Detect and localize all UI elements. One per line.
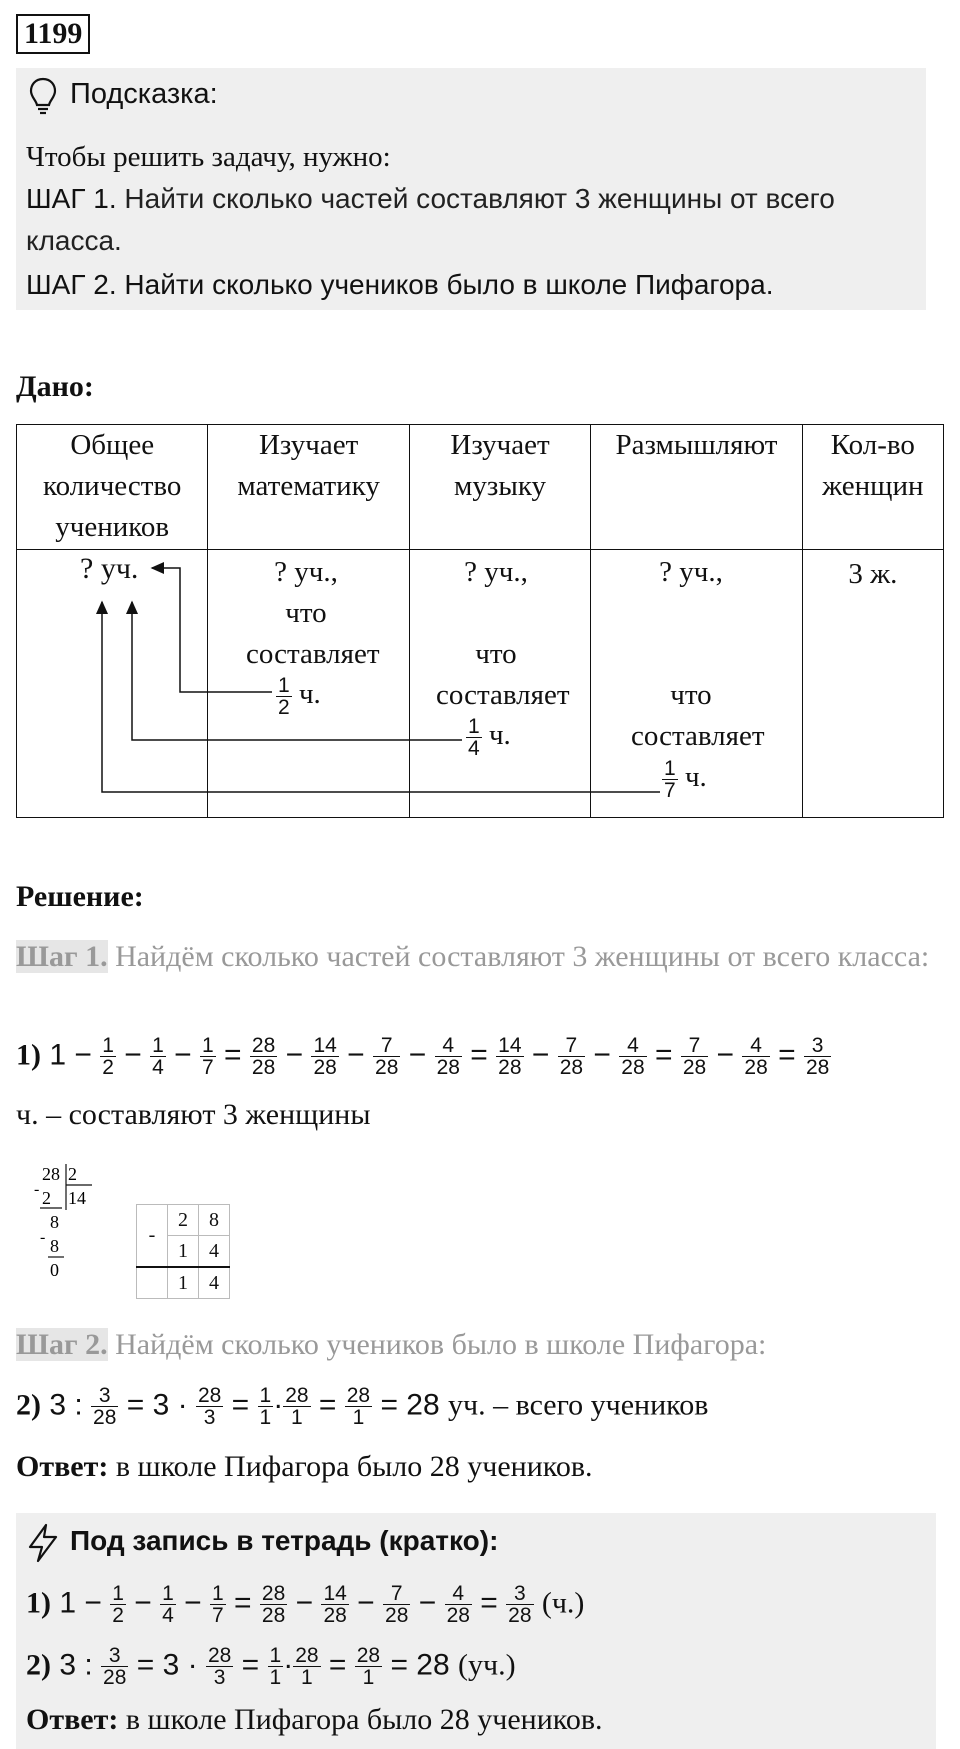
nb-answer-text: в школе Пифагора было 28 учеников. (125, 1703, 603, 1736)
col-r2-0: 1 (168, 1236, 199, 1268)
col-r3-0: 1 (168, 1267, 199, 1299)
hint-step2-text: Найти сколько учеников было в школе Пифагора. (124, 269, 774, 300)
col-r1-1: 8 (199, 1205, 230, 1236)
math-frac-d: 2 (278, 696, 290, 719)
div-r1: 8 (50, 1212, 59, 1232)
answer-label: Ответ: (16, 1450, 109, 1483)
div-divisor: 2 (68, 1164, 77, 1184)
hint-title: Подсказка: (70, 78, 218, 110)
svg-text:-: - (34, 1181, 40, 1198)
header-math: Изучает математику (208, 425, 409, 550)
col-r3-1: 4 (199, 1267, 230, 1299)
eq1-label: 1) (16, 1038, 41, 1072)
math-unit: ч. (298, 678, 321, 711)
eq2-label: 2) (16, 1388, 41, 1422)
answer-text: в школе Пифагора было 28 учеников. (115, 1450, 593, 1483)
long-division (30, 1160, 100, 1300)
nb-eq1-label: 1) (26, 1586, 51, 1620)
hint-step2-label: ШАГ 2. (26, 269, 117, 300)
col-r1-0: 2 (168, 1205, 199, 1236)
nb-eq2-label: 2) (26, 1648, 51, 1682)
notebook-title: Под запись в тетрадь (кратко): (70, 1525, 499, 1556)
arrow-math (152, 568, 272, 692)
music-count: ? уч., (464, 556, 528, 588)
col-r2-1: 4 (199, 1236, 230, 1268)
equation-1: 1) 1 − $\frac{1}{2}$ − $\frac{1}{4}$ − $\frac{1}{7}$ = $\frac{28}{28}$ − $\frac{14}{28}$ − $\frac{7}{28}$ − $\frac{4}{28}$ = $\frac{14}{28}$ − $\frac{7}{28}$ − $\frac{4}{28}$ = $\frac{7}{28}$ − $\frac{4}{28}$ = $\frac{3}{28}$ (16, 1034, 830, 1079)
div-s2: 8 (50, 1236, 59, 1256)
total-value: ? уч. (80, 552, 139, 585)
lightning-icon (26, 1523, 60, 1563)
div-quotient: 14 (68, 1188, 86, 1208)
task-number: 1199 (16, 14, 90, 54)
notebook-box (16, 1513, 936, 1749)
nb-eq1-unit: (ч.) (541, 1586, 585, 1620)
math-what: что составляет (246, 597, 380, 670)
nb-answer-label: Ответ: (26, 1703, 119, 1736)
solution-heading: Решение: (16, 880, 144, 913)
div-dividend: 28 (42, 1164, 60, 1184)
step2-label: Шаг 2. (16, 1328, 108, 1361)
column-subtraction (136, 1204, 230, 1299)
notebook-answer (26, 1703, 603, 1737)
think-frac-d: 7 (664, 779, 676, 802)
answer-line (16, 1450, 593, 1484)
arrow-music (132, 602, 462, 740)
header-women: Кол-во женщин (802, 425, 943, 550)
hint-step1-text: Найти сколько частей составляют 3 женщины от всего класса. (26, 183, 835, 256)
eq1-tail: ч. – составляют 3 женщины (16, 1098, 371, 1131)
think-frac-n: 1 (664, 757, 676, 780)
header-total: Общее количество учеников (17, 425, 208, 550)
arrows-diagram (0, 0, 960, 820)
div-r2: 0 (50, 1260, 59, 1280)
step2-line (16, 1328, 766, 1362)
arrow-think (102, 602, 660, 792)
header-music: Изучает музыку (409, 425, 590, 550)
step1-label: Шаг 1. (16, 940, 108, 973)
div-s1: 2 (42, 1188, 51, 1208)
think-unit: ч. (684, 761, 707, 794)
eq2-tail: уч. – всего учеников (448, 1388, 709, 1422)
nb-eq2-unit: (уч.) (458, 1648, 516, 1682)
hint-intro: Чтобы решить задачу, нужно: (26, 141, 391, 173)
given-heading: Дано: (16, 370, 94, 403)
col-minus: - (137, 1205, 168, 1268)
women-value: 3 ж. (848, 558, 898, 590)
music-unit: ч. (488, 719, 511, 752)
music-frac-d: 4 (468, 737, 480, 760)
step1-line (16, 936, 946, 978)
step2-text: Найдём сколько учеников было в школе Пифагора: (115, 1328, 767, 1361)
step1-text: Найдём сколько частей составляют 3 женщины от всего класса: (115, 940, 930, 973)
hint-step1-label: ШАГ 1. (26, 183, 117, 214)
music-what: что составляет (436, 638, 570, 711)
equation-2: 2) 3 : $\frac{3}{28}$ = 3 · $\frac{28}{3}$ = $\frac{1}{1}$ · $\frac{28}{1}$ = $\frac{28}{1}$ = 28 уч. – всего учеников (16, 1384, 709, 1429)
math-count: ? уч., (274, 556, 338, 588)
think-count: ? уч., (659, 556, 723, 588)
music-frac-n: 1 (468, 715, 480, 738)
notebook-eq1: 1) 1 − $\frac{1}{2}$ − $\frac{1}{4}$ − $\frac{1}{7}$ = $\frac{28}{28}$ − $\frac{14}{28}$ − $\frac{7}{28}$ − $\frac{4}{28}$ = $\frac{3}{28}$ (ч.) (26, 1582, 585, 1627)
math-frac-n: 1 (278, 674, 290, 697)
svg-text:-: - (40, 1229, 46, 1246)
header-think: Размышляют (591, 425, 802, 550)
notebook-eq2: 2) 3 : $\frac{3}{28}$ = 3 · $\frac{28}{3}$ = $\frac{1}{1}$ · $\frac{28}{1}$ = $\frac{28}{1}$ = 28 (уч.) (26, 1644, 516, 1689)
think-what: что составляет (631, 679, 765, 752)
